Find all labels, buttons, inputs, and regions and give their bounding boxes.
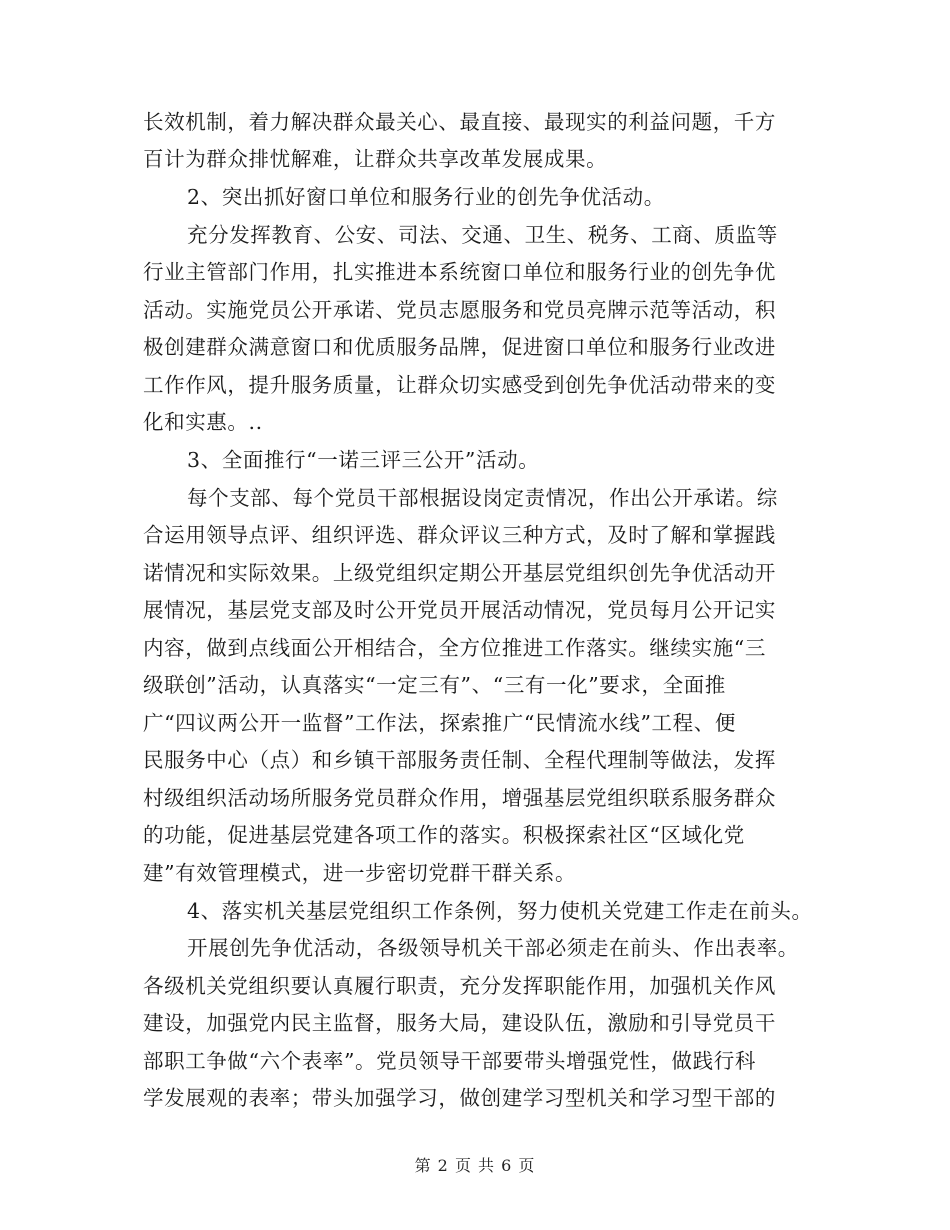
text-line: 各级机关党组织要认真履行职责，充分发挥职能作用，加强机关作风 [143,974,776,998]
page-number-footer: 第 2 页 共 6 页 [414,1156,536,1175]
text-line: 村级组织活动场所服务党员群众作用，增强基层党组织联系服务群众 [143,786,776,810]
text-line: 行业主管部门作用，扎实推进本系统窗口单位和服务行业的创先争优 [143,260,776,284]
text-line: 部职工争做“六个表率”。党员领导干部要带头增强党性，做践行科 [143,1049,756,1073]
text-line: 级联创”活动，认真落实“一定三有”、“三有一化”要求，全面推 [143,673,726,697]
text-line: 充分发挥教育、公安、司法、交通、卫生、税务、工商、质监等 [187,223,778,247]
text-line: 诺情况和实际效果。上级党组织定期公开基层党组织创先争优活动开 [143,561,776,585]
section-heading: 3、全面推行“一诺三评三公开”活动。 [187,448,540,472]
text-line: 建设，加强党内民主监督，服务大局，建设队伍，激励和引导党员干 [143,1011,776,1035]
text-line: 民服务中心（点）和乡镇干部服务责任制、全程代理制等做法，发挥 [143,748,776,772]
text-line: 每个支部、每个党员干部根据设岗定责情况，作出公开承诺。综 [187,486,778,510]
text-line: 极创建群众满意窗口和优质服务品牌，促进窗口单位和服务行业改进 [143,335,776,359]
text-line: 合运用领导点评、组织评选、群众评议三种方式，及时了解和掌握践 [143,523,776,547]
section-heading: 4、落实机关基层党组织工作条例，努力使机关党建工作走在前头。 [187,899,813,923]
text-line: 百计为群众排忧解难，让群众共享改革发展成果。 [143,147,608,171]
text-line: 学发展观的表率；带头加强学习，做创建学习型机关和学习型干部的 [143,1086,776,1110]
text-line: 内容，做到点线面公开相结合，全方位推进工作落实。继续实施“三 [143,636,766,660]
text-line: 的功能，促进基层党建各项工作的落实。积极探索社区“区域化党 [143,823,745,847]
text-line: 工作作风，提升服务质量，让群众切实感受到创先争优活动带来的变 [143,373,776,397]
text-line: 化和实惠。.. [143,410,263,434]
text-line: 长效机制，着力解决群众最关心、最直接、最现实的利益问题，千方 [143,110,776,134]
text-line: 开展创先争优活动，各级领导机关干部必须走在前头、作出表率。 [187,936,799,960]
text-line: 广“四议两公开一监督”工作法，探索推广“民情流水线”工程、便 [143,711,736,735]
text-line: 展情况，基层党支部及时公开党员开展活动情况，党员每月公开记实 [143,598,776,622]
text-line: 活动。实施党员公开承诺、党员志愿服务和党员亮牌示范等活动，积 [143,298,776,322]
text-line: 建”有效管理模式，进一步密切党群干群关系。 [143,861,577,885]
section-heading: 2、突出抓好窗口单位和服务行业的创先争优活动。 [187,185,665,209]
